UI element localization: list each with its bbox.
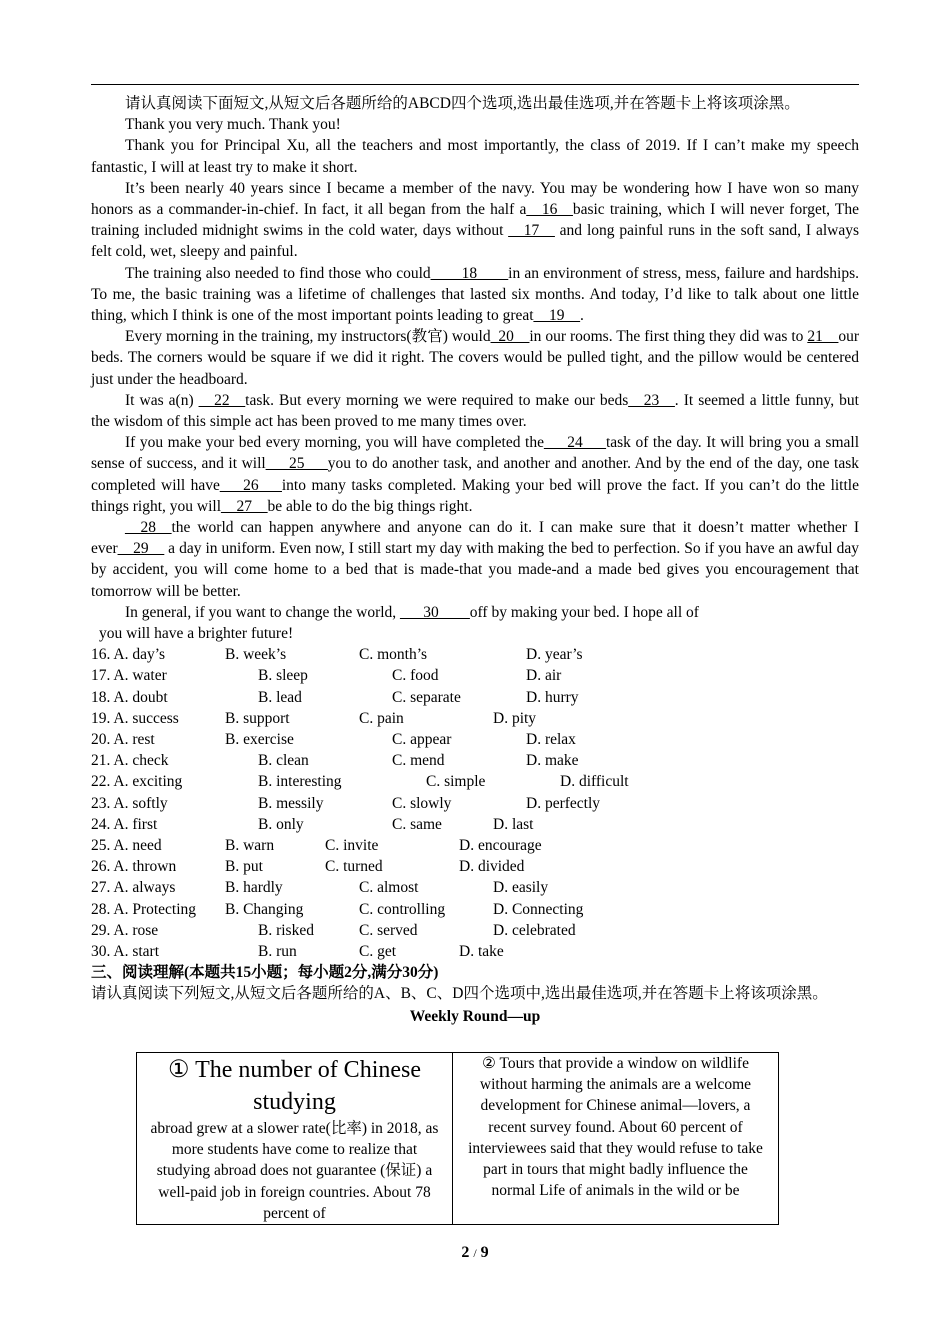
passage-paragraph: The training also needed to find those who could____18____in an environment of stress, mess, failure and hardships. To me, the basic training was a lifetime of challenges that lasted six months. And today, I’d like to talk about one little thing, which I think is one of the most important points leading to great__19__. — [91, 264, 859, 325]
question-list — [91, 644, 859, 962]
passage-paragraph: Thank you for Principal Xu, all the teachers and most importantly, the class of 2019. If I can’t make my speech fantastic, I will at least try to make it short. — [91, 137, 859, 176]
question-row: 26. A. thrown B. put C. turned D. divided — [91, 858, 525, 876]
question-row: 25. A. need B. warn C. invite D. encourage — [91, 836, 542, 854]
question-row: 17. A. water B. sleep C. food D. air — [91, 667, 562, 685]
question-row: 24. A. first B. only C. same D. last — [91, 815, 534, 833]
question-row: 30. A. start B. run C. get D. take — [91, 942, 504, 960]
blank-27: __27__ — [221, 497, 268, 515]
question-row: 28. A. Protecting B. Changing C. controlling D. Connecting — [91, 900, 584, 918]
reading-instruction: 请认真阅读下列短文,从短文后各题所给的A、B、C、D四个选项中,选出最佳选项,并在答题卡上将该项涂黑。 — [91, 985, 828, 1003]
blank-19: __19__ — [533, 307, 581, 325]
cell-1-heading: ① The number of Chinese studying — [167, 1057, 422, 1115]
cell-1-text: abroad grew at a slower rate(比率) in 2018, as more students have come to realize that studying abroad does not guarantee (保证) a well-paid job in foreign countries. About 78 percent of — [150, 1120, 439, 1222]
blank-29: __29__ — [117, 540, 165, 558]
blank-25: ___25___ — [265, 455, 328, 473]
blank-18: ____18____ — [430, 264, 509, 282]
passage-closing: you will have a brighter future! — [99, 625, 294, 643]
page-number: 2 / 9 — [461, 1244, 489, 1261]
blank-16: __16__ — [526, 201, 573, 219]
passage-paragraph: Thank you very much. Thank you! — [125, 116, 341, 134]
blank-20: _20__ — [490, 328, 530, 346]
passage-paragraph: It was a(n) __22__task. But every morning we were required to make our beds__23__. It seemed a little funny, but the wisdom of this simple act has been proved to me many times over. — [91, 391, 859, 431]
reading-title: Weekly Round—up — [409, 1007, 541, 1025]
passage-paragraph: __28__the world can happen anywhere and anyone can do it. I can make sure that it doesn’t matter whether I ever__29__ a day in uniform. Even now, I still start my day with making the bed to perfection. So if you have an awful day by accident, you will come home to a bed that is made-that you made-and a made bed gives you encouragement that tomorrow will be better. — [91, 519, 859, 600]
weekly-roundup-table — [136, 1052, 779, 1225]
blank-28: __28__ — [125, 519, 172, 537]
blank-23: __23__ — [628, 391, 675, 409]
passage-paragraph: If you make your bed every morning, you will have completed the___24___task of the day. It will bring you a small sense of success, and it will___25___you to do another task, and another and another. And by the end of the day, one task completed will have___26___into many tasks completed. Making your bed will prove the fact. If you can’t do the little things right, you will__27__be able to do the big things right. — [91, 434, 859, 515]
blank-26: ___26___ — [219, 476, 282, 494]
blank-22: __22__ — [198, 391, 246, 409]
question-row: 22. A. exciting B. interesting C. simple D. difficult — [91, 773, 629, 791]
question-row: 27. A. always B. hardly C. almost D. easily — [91, 879, 549, 897]
header-rule — [91, 84, 859, 85]
blank-17: __17__ — [508, 222, 555, 240]
question-row: 16. A. day’s B. week’s C. month’s D. year’s — [91, 646, 583, 664]
blank-30: ___30____ — [400, 603, 470, 621]
passage-paragraph: In general, if you want to change the world, ___30____off by making your bed. I hope all of — [125, 603, 699, 621]
question-row: 21. A. check B. clean C. mend D. make — [91, 752, 579, 770]
question-row: 20. A. rest B. exercise C. appear D. relax — [91, 731, 576, 749]
question-row: 23. A. softly B. messily C. slowly D. perfectly — [91, 794, 601, 812]
cloze-instruction: 请认真阅读下面短文,从短文后各题所给的ABCD四个选项,选出最佳选项,并在答题卡上将该项涂黑。 — [125, 95, 800, 112]
question-row: 19. A. success B. support C. pain D. pity — [91, 709, 537, 727]
section-heading: 三、阅读理解(本题共15小题；每小题2分,满分30分) — [91, 964, 439, 982]
cell-2-text: ② Tours that provide a window on wildlife without harming the animals are a welcome development for Chinese animal—lovers, a recent survey found. About 60 percent of interviewees said that they would refuse to take part in tours that might badly influence the normal Life of animals in the wild or be — [468, 1055, 763, 1200]
table-cell-1 — [137, 1053, 453, 1224]
blank-24: ___24___ — [543, 434, 606, 452]
passage-paragraph: Every morning in the training, my instructors(教官) would_20__in our rooms. The first thing they did was to 21__our beds. The corners would be square if we did it right. The covers would be pulled tight, and the pillow would be centered just under the headboard. — [91, 328, 859, 388]
question-row: 18. A. doubt B. lead C. separate D. hurry — [91, 688, 579, 706]
blank-21: 21__ — [807, 328, 839, 346]
question-row: 29. A. rose B. risked C. served D. celebrated — [91, 921, 576, 939]
exam-page — [91, 84, 859, 1027]
table-cell-2 — [453, 1053, 778, 1224]
passage-paragraph: It’s been nearly 40 years since I became a member of the navy. You may be wondering how I have won so many honors as a commander-in-chief. In fact, it all began from the half a__16__basic training, which I will never forget, The training included midnight swims in the cold water, days without __17__ and long painful runs in the soft sand, I always felt cold, wet, sleepy and painful. — [91, 179, 860, 261]
